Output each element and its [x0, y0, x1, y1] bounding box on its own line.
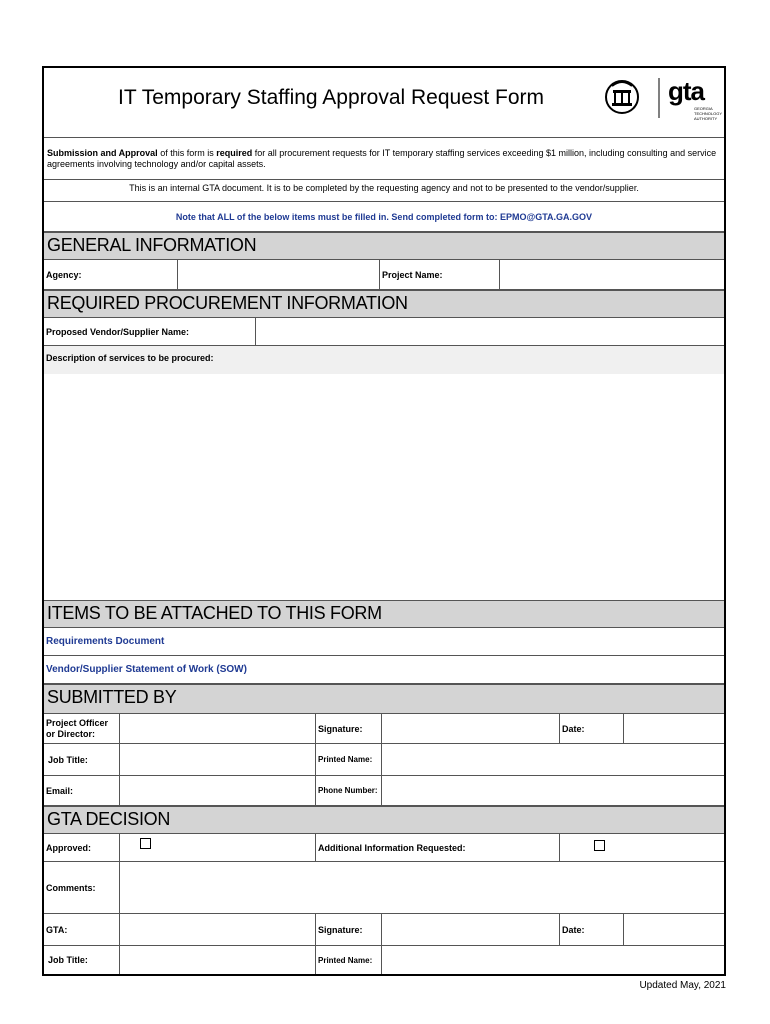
comments-field[interactable] — [120, 862, 724, 913]
agency-field[interactable] — [178, 260, 380, 289]
gta-job-title-label: Job Title: — [44, 946, 120, 974]
gta-logo — [602, 72, 724, 122]
project-name-field[interactable] — [500, 260, 724, 289]
gta-signature-label: Signature: — [316, 914, 382, 945]
date-label: Date: — [560, 714, 624, 743]
section-attachments — [44, 600, 724, 628]
section-submitted-by — [44, 684, 724, 714]
printed-name-field[interactable] — [382, 744, 724, 775]
printed-name-label: Printed Name: — [316, 744, 382, 775]
project-name-label: Project Name: — [380, 260, 500, 289]
submission-note: Note that ALL of the below items must be filled in. Send completed form to: EPMO@GTA.GA.GOV — [175, 211, 593, 222]
section-heading: GENERAL INFORMATION — [47, 235, 257, 255]
additional-info-cell — [560, 834, 724, 861]
section-gta-decision — [44, 806, 724, 834]
section-heading: ITEMS TO BE ATTACHED TO THIS FORM — [47, 603, 382, 623]
section-procurement — [44, 290, 724, 318]
description-field[interactable] — [44, 374, 724, 600]
email-field[interactable] — [120, 776, 316, 805]
section-heading: GTA DECISION — [47, 809, 171, 829]
section-heading: SUBMITTED BY — [47, 687, 177, 707]
additional-info-checkbox[interactable] — [594, 840, 605, 851]
approval-row — [44, 834, 724, 862]
form-header — [44, 68, 724, 138]
gta-row — [44, 914, 724, 946]
intro-bold2: required — [216, 148, 253, 158]
job-title-row — [44, 744, 724, 776]
agency-row — [44, 260, 724, 290]
description-label: Description of services to be procured: — [46, 353, 214, 363]
intro-text1: of this form is — [157, 148, 217, 158]
phone-label: Phone Number: — [316, 776, 382, 805]
attachment-item-requirements — [44, 628, 724, 656]
gta-job-title-field[interactable] — [120, 946, 316, 974]
section-heading: REQUIRED PROCUREMENT INFORMATION — [47, 293, 408, 313]
officer-field[interactable] — [120, 714, 316, 743]
comments-label: Comments: — [44, 862, 120, 913]
gta-date-field[interactable] — [624, 914, 724, 945]
internal-row — [44, 180, 724, 202]
gta-job-title-row — [44, 946, 724, 974]
gta-label: GTA: — [44, 914, 120, 945]
updated-date: Updated May, 2021 — [639, 980, 726, 991]
agency-label: Agency: — [44, 260, 178, 289]
vendor-field[interactable] — [256, 318, 724, 345]
note-row — [44, 202, 724, 232]
officer-row — [44, 714, 724, 744]
signature-field[interactable] — [382, 714, 560, 743]
attachment-label: Vendor/Supplier Statement of Work (SOW) — [46, 664, 247, 675]
approved-checkbox[interactable] — [140, 838, 151, 849]
logo-wordmark: gta — [668, 76, 704, 106]
intro-paragraph — [44, 138, 724, 193]
email-row — [44, 776, 724, 806]
attachment-label: Requirements Document — [46, 636, 165, 647]
gta-printed-name-field[interactable] — [382, 946, 724, 974]
phone-field[interactable] — [382, 776, 724, 805]
approved-label: Approved: — [44, 834, 120, 861]
gta-field[interactable] — [120, 914, 316, 945]
intro-text2: for all procurement requests for IT temporary staffing services exceeding $1 million, including consulting and service agreements involving technology and/or capital assets. — [47, 148, 717, 169]
attachment-item-sow — [44, 656, 724, 684]
logo-sub2: TECHNOLOGY — [694, 111, 723, 116]
intro-bold1: Submission and Approval — [47, 148, 158, 158]
vendor-label: Proposed Vendor/Supplier Name: — [44, 318, 256, 345]
internal-note: This is an internal GTA document. It is to be completed by the requesting agency and not to be presented to the vendor/supplier. — [129, 183, 639, 193]
gta-signature-field[interactable] — [382, 914, 560, 945]
logo-sub1: GEORGIA — [694, 106, 713, 111]
approval-form — [42, 66, 726, 976]
description-label-row — [44, 346, 724, 374]
vendor-row — [44, 318, 724, 346]
job-title-label: Job Title: — [44, 744, 120, 775]
approved-cell — [120, 834, 316, 861]
email-label: Email: — [44, 776, 120, 805]
signature-label: Signature: — [316, 714, 382, 743]
additional-info-label: Additional Information Requested: — [316, 834, 560, 861]
form-title: IT Temporary Staffing Approval Request Form — [118, 86, 545, 109]
date-field[interactable] — [624, 714, 724, 743]
comments-row — [44, 862, 724, 914]
job-title-field[interactable] — [120, 744, 316, 775]
officer-label: Project Officer or Director: — [44, 714, 120, 743]
section-general-information — [44, 232, 724, 260]
gta-printed-name-label: Printed Name: — [316, 946, 382, 974]
logo-sub3: AUTHORITY — [694, 116, 718, 121]
gta-date-label: Date: — [560, 914, 624, 945]
